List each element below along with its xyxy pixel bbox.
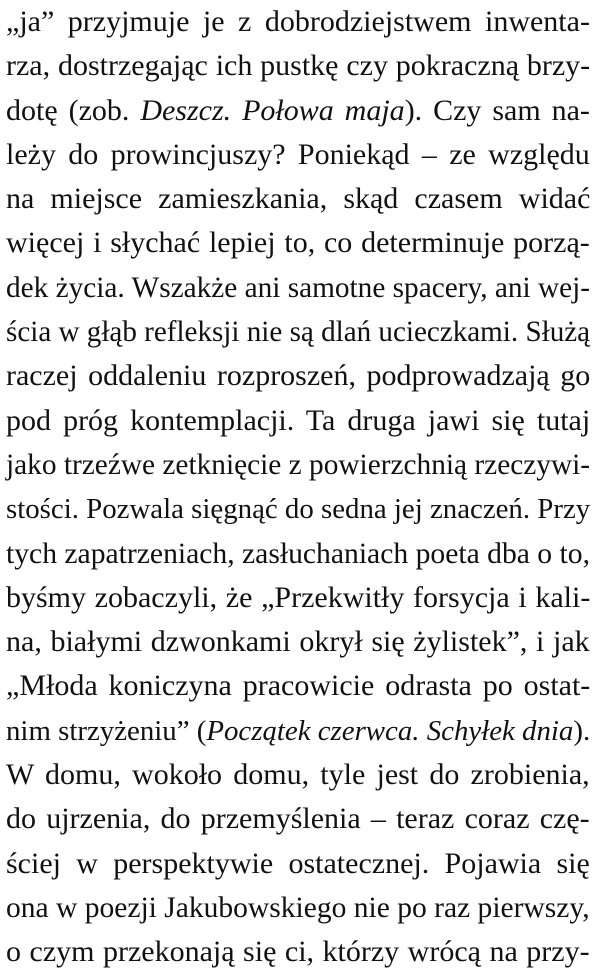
text-segment: dek życia. Wszakże ani samotne spacery, ani wej- [6, 271, 591, 304]
text-segment: dotę (zob. [6, 93, 141, 127]
text-segment: „ja” przyjmuje je z dobrodziejstwem inwenta- [6, 5, 590, 38]
text-line [6, 753, 590, 797]
text-line [6, 133, 590, 177]
text-segment: ścia w głąb refleksji nie są dlań ucieczkami. Służą [6, 316, 591, 349]
text-segment: o czym przekonają się ci, którzy wrócą na przy- [6, 935, 590, 969]
text-line [6, 266, 590, 310]
text-line [6, 89, 590, 133]
text-segment: ona w poezji Jakubowskiego nie po raz pierwszy, [6, 891, 590, 924]
text-segment: stości. Pozwala sięgnąć do sedna jej znaczeń. Przy [6, 493, 591, 526]
text-segment: ). Czy sam na- [404, 93, 590, 127]
text-line [6, 532, 590, 576]
italic-title-text: Początek czerwca. Schyłek dnia [206, 714, 574, 747]
text-line [6, 310, 590, 354]
text-line [6, 44, 590, 88]
text-segment: jako trzeźwe zetknięcie z powierzchnią rzeczywi- [6, 448, 591, 481]
text-segment: więcej i słychać lepiej to, co determinuje porzą- [6, 226, 590, 260]
text-segment: do ujrzenia, do przemyślenia – teraz coraz czę- [6, 802, 590, 836]
text-line [6, 797, 590, 841]
text-segment: „Młoda koniczyna pracowicie odrasta po ostat- [6, 669, 591, 703]
text-segment: byśmy zobaczyli, że „Przekwitły forsycja i kali- [6, 580, 591, 614]
text-segment: nim strzyżeniu” ( [6, 714, 207, 747]
italic-title-text: Deszcz. Połowa maja [140, 93, 405, 127]
text-segment: leży do prowincjuszy? Poniekąd – ze względu [6, 137, 590, 171]
text-line [6, 842, 590, 886]
text-segment: na, białymi dzwonkami okrył się żylistek”, i jak [6, 625, 590, 659]
text-line [6, 354, 590, 398]
text-line [6, 709, 590, 753]
text-line [6, 620, 590, 664]
text-line [6, 177, 590, 221]
text-line [6, 576, 590, 620]
text-segment: na miejsce zamieszkania, skąd czasem widać [6, 182, 591, 216]
text-line [6, 886, 590, 930]
text-segment: W domu, wokoło domu, tyle jest do zrobienia, [6, 758, 590, 792]
text-line [6, 930, 590, 974]
text-line [6, 664, 590, 708]
text-segment: tych zapatrzeniach, zasłuchaniach poeta dba o to, [6, 537, 590, 570]
text-segment: pod próg kontemplacji. Ta druga jawi się tutaj [6, 403, 591, 437]
text-segment: ściej w perspektywie ostatecznej. Pojawia się [6, 846, 590, 880]
text-segment: rza, dostrzegając ich pustkę czy pokraczną brzy- [6, 49, 591, 83]
body-text [6, 0, 590, 975]
text-segment: ). [573, 714, 591, 747]
text-segment: raczej oddaleniu rozproszeń, podprowadzają go [6, 359, 591, 393]
text-line [6, 221, 590, 265]
text-line [6, 487, 590, 531]
text-line [6, 0, 590, 44]
text-line [6, 443, 590, 487]
text-line [6, 399, 590, 443]
